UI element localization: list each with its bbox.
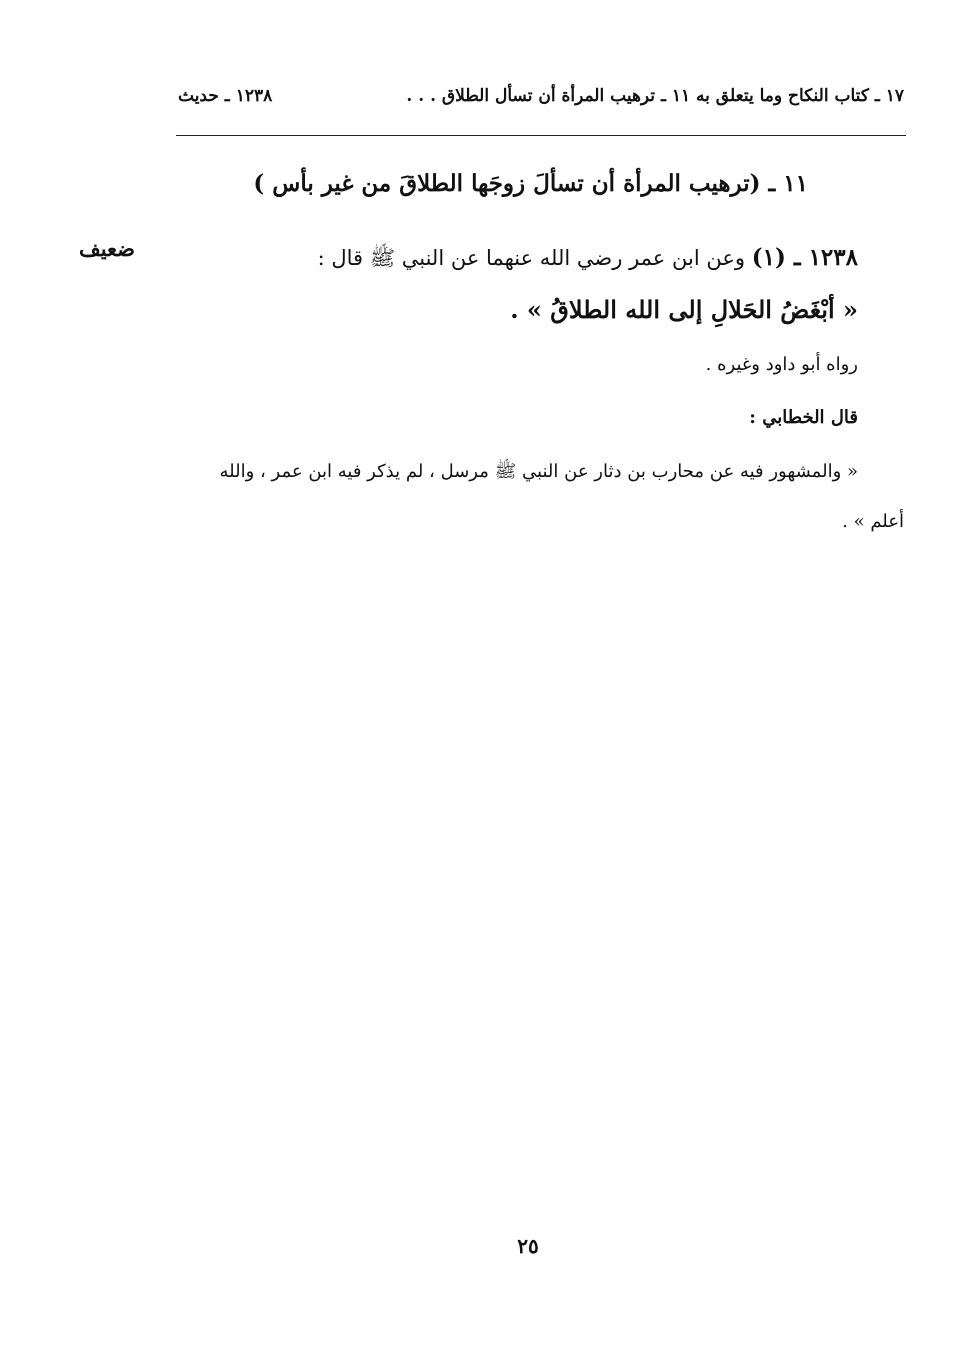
header-book-chapter: ١٧ ـ كتاب النكاح وما يتعلق به ١١ ـ ترهيب المرأة أن تسأل الطلاق . . . [406, 86, 904, 106]
page-number: ٢٥ [517, 1234, 539, 1258]
hadith-narration-line [270, 244, 858, 276]
commentary-quote-line-2: أعلم » . [842, 511, 904, 532]
hadith-grade: ضعيف [78, 236, 136, 261]
running-header [176, 86, 904, 120]
hadith-source: رواه أبو داود وغيره . [705, 354, 858, 375]
chapter-title: ١١ ـ (ترهيب المرأة أن تسألَ زوجَها الطلاقَ من غير بأس ) [253, 170, 808, 197]
hadith-number: ١٢٣٨ ـ (١) [751, 244, 858, 271]
header-divider [176, 135, 906, 136]
commentator-line: قال الخطابي : [749, 407, 858, 428]
hadith-text: « أبْغَضُ الحَلالِ إلى الله الطلاقُ » . [510, 295, 858, 324]
header-hadith-range: ١٢٣٨ ـ حديث [178, 86, 273, 106]
commentary-quote-line-1: « والمشهور فيه عن محارب بن دثار عن النبي ﷺ مرسل ، لم يذكر فيه ابن عمر ، والله [219, 461, 858, 482]
hadith-narration: وعن ابن عمر رضي الله عنهما عن النبي ﷺ قال : [317, 246, 752, 270]
